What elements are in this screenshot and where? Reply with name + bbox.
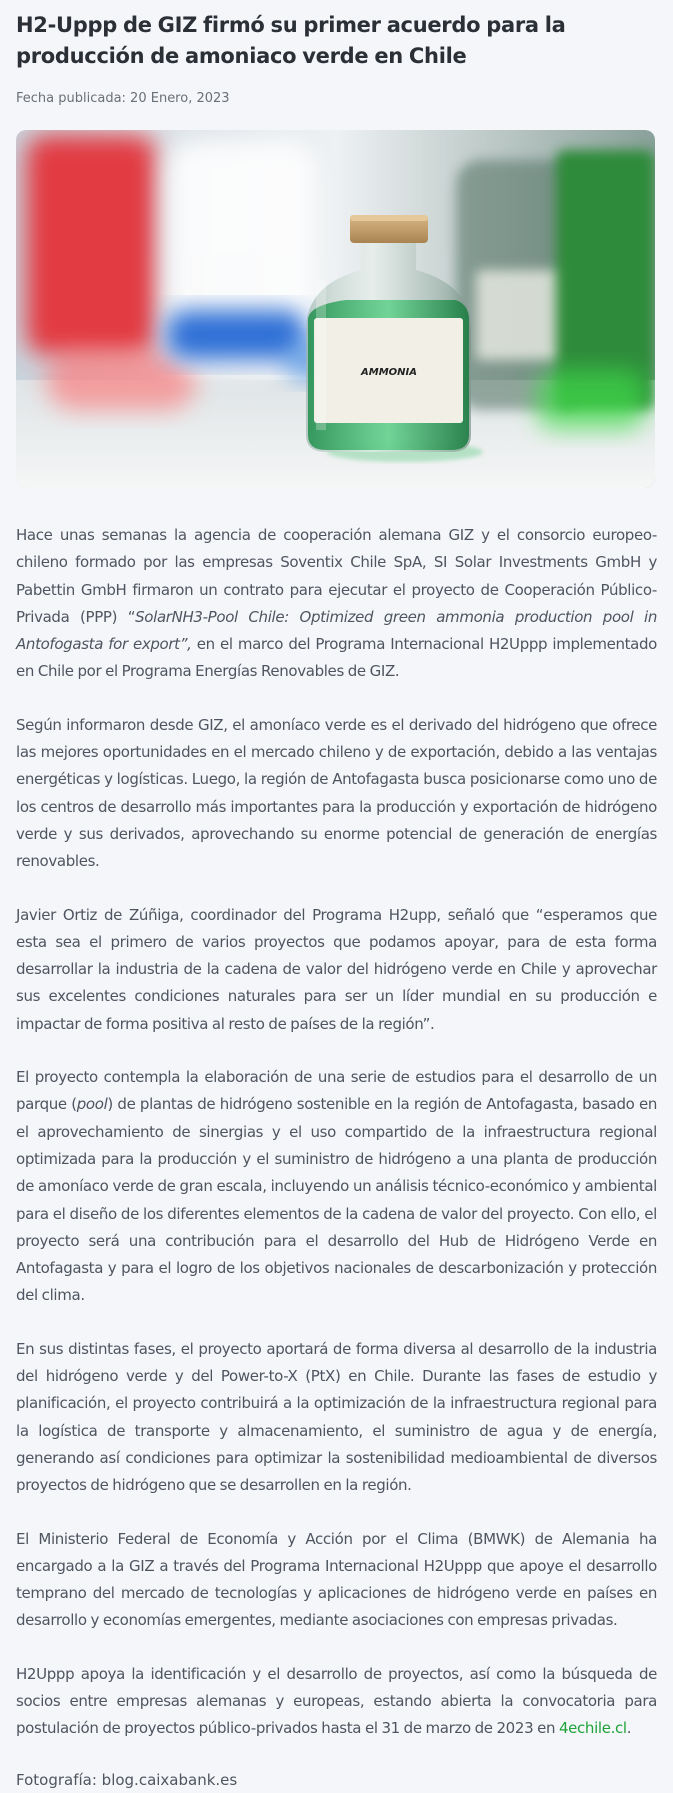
paragraph-1-text-a: Hace unas semanas la agencia de cooperación alemana GIZ y el consorcio europeo-chileno formado por las empresas Soventix Chile SpA, SI Solar Investments GmbH y Pabettin GmbH firmaron un contrato para ejecutar el proyecto de Cooperación Público-Privada (PPP) “: [16, 526, 657, 626]
paragraph-1: [16, 522, 657, 686]
paragraph-4: [16, 1064, 657, 1310]
paragraph-7-text-b: .: [626, 1719, 632, 1738]
paragraph-4-text-b: ) de plantas de hidrógeno sostenible en la región de Antofagasta, basado en el aprovechamiento de sinergias y el uso compartido de la infraestructura regional optimizada para la producción y el suministro de hidrógeno a una planta de producción de amoníaco verde de gran escala, incluyendo un análisis técnico-económico y ambiental para el diseño de los diferentes elementos de la cadena de valor del proyecto. Con ello, el proyecto será una contribución para el desarrollo del Hub de Hidrógeno Verde en Antofagasta y para el logro de los objetivos nacionales de descarbonización y protección del clima.: [16, 1095, 658, 1305]
paragraph-6: El Ministerio Federal de Economía y Acción por el Clima (BMWK) de Alemania ha encargado a la GIZ a través del Programa Internacional H2Uppp que apoye el desarrollo temprano del mercado de tecnologías y aplicaciones de hidrógeno verde en países en desarrollo y economías emergentes, mediante asociaciones con empresas privadas.: [16, 1529, 657, 1630]
paragraph-7-text-a: H2Uppp apoya la identificación y el desarrollo de proyectos, así como la búsqueda de socios entre empresas alemanas y europeas, estando abierta la convocatoria para postulación de proyectos público-privados hasta el 31 de marzo de 2023 en: [16, 1664, 657, 1738]
paragraph-4-text-a: El proyecto contempla la elaboración de una serie de estudios para el desarrollo de un parque (: [16, 1068, 657, 1114]
pool-italic: pool: [76, 1095, 108, 1114]
project-name-italic: SolarNH3-Pool Chile: Optimized green ammonia production pool in Antofogasta for export”,: [16, 607, 657, 654]
4echile-link[interactable]: 4echile.cl: [558, 1719, 627, 1738]
photo-credit: Fotografía: blog.caixabank.es: [16, 1770, 238, 1789]
hero-image: [16, 130, 655, 488]
ammonia-bottle-photo: [16, 130, 655, 488]
paragraph-2: Según informaron desde GIZ, el amoníaco verde es el derivado del hidrógeno que ofrece las mejores oportunidades en el mercado chileno y de exportación, debido a las ventajas energéticas y logísticas. Luego, la región de Antofagasta busca posicionarse como uno de los centros de desarrollo más importantes para la producción y exportación de hidrógeno verde y sus derivados, aprovechando su enorme potencial de generación de energías renovables.: [16, 715, 657, 871]
paragraph-5: En sus distintas fases, el proyecto aportará de forma diversa al desarrollo de la industria del hidrógeno verde y del Power-to-X (PtX) en Chile. Durante las fases de estudio y planificación, el proyecto contribuirá a la optimización de la infraestructura regional para la logística de transporte y almacenamiento, el suministro de agua y de energía, generando así condiciones para optimizar la sostenibilidad medioambiental de diversos proyectos de hidrógeno que se desarrollen en la región.: [16, 1339, 657, 1495]
paragraph-1-text-b: en el marco del Programa Internacional H2Uppp implementado en Chile por el Programa Energías Renovables de GIZ.: [16, 635, 657, 681]
article-title: H2-Uppp de GIZ firmó su primer acuerdo para la producción de amoniaco verde en Chile: [16, 13, 566, 68]
paragraph-7: [16, 1661, 657, 1743]
bottle-label-text: AMMONIA: [361, 367, 417, 378]
article-body: [16, 522, 657, 1793]
publish-date: Fecha publicada: 20 Enero, 2023: [16, 91, 230, 106]
paragraph-3: Javier Ortiz de Zúñiga, coordinador del Programa H2upp, señaló que “esperamos que esta sea el primero de varios proyectos que podamos apoyar, para de esta forma desarrollar la industria de la cadena de valor del hidrógeno verde en Chile y aprovechar sus excelentes condiciones naturales para ser un líder mundial en su producción e impactar de forma positiva al resto de países de la región”.: [16, 905, 657, 1033]
